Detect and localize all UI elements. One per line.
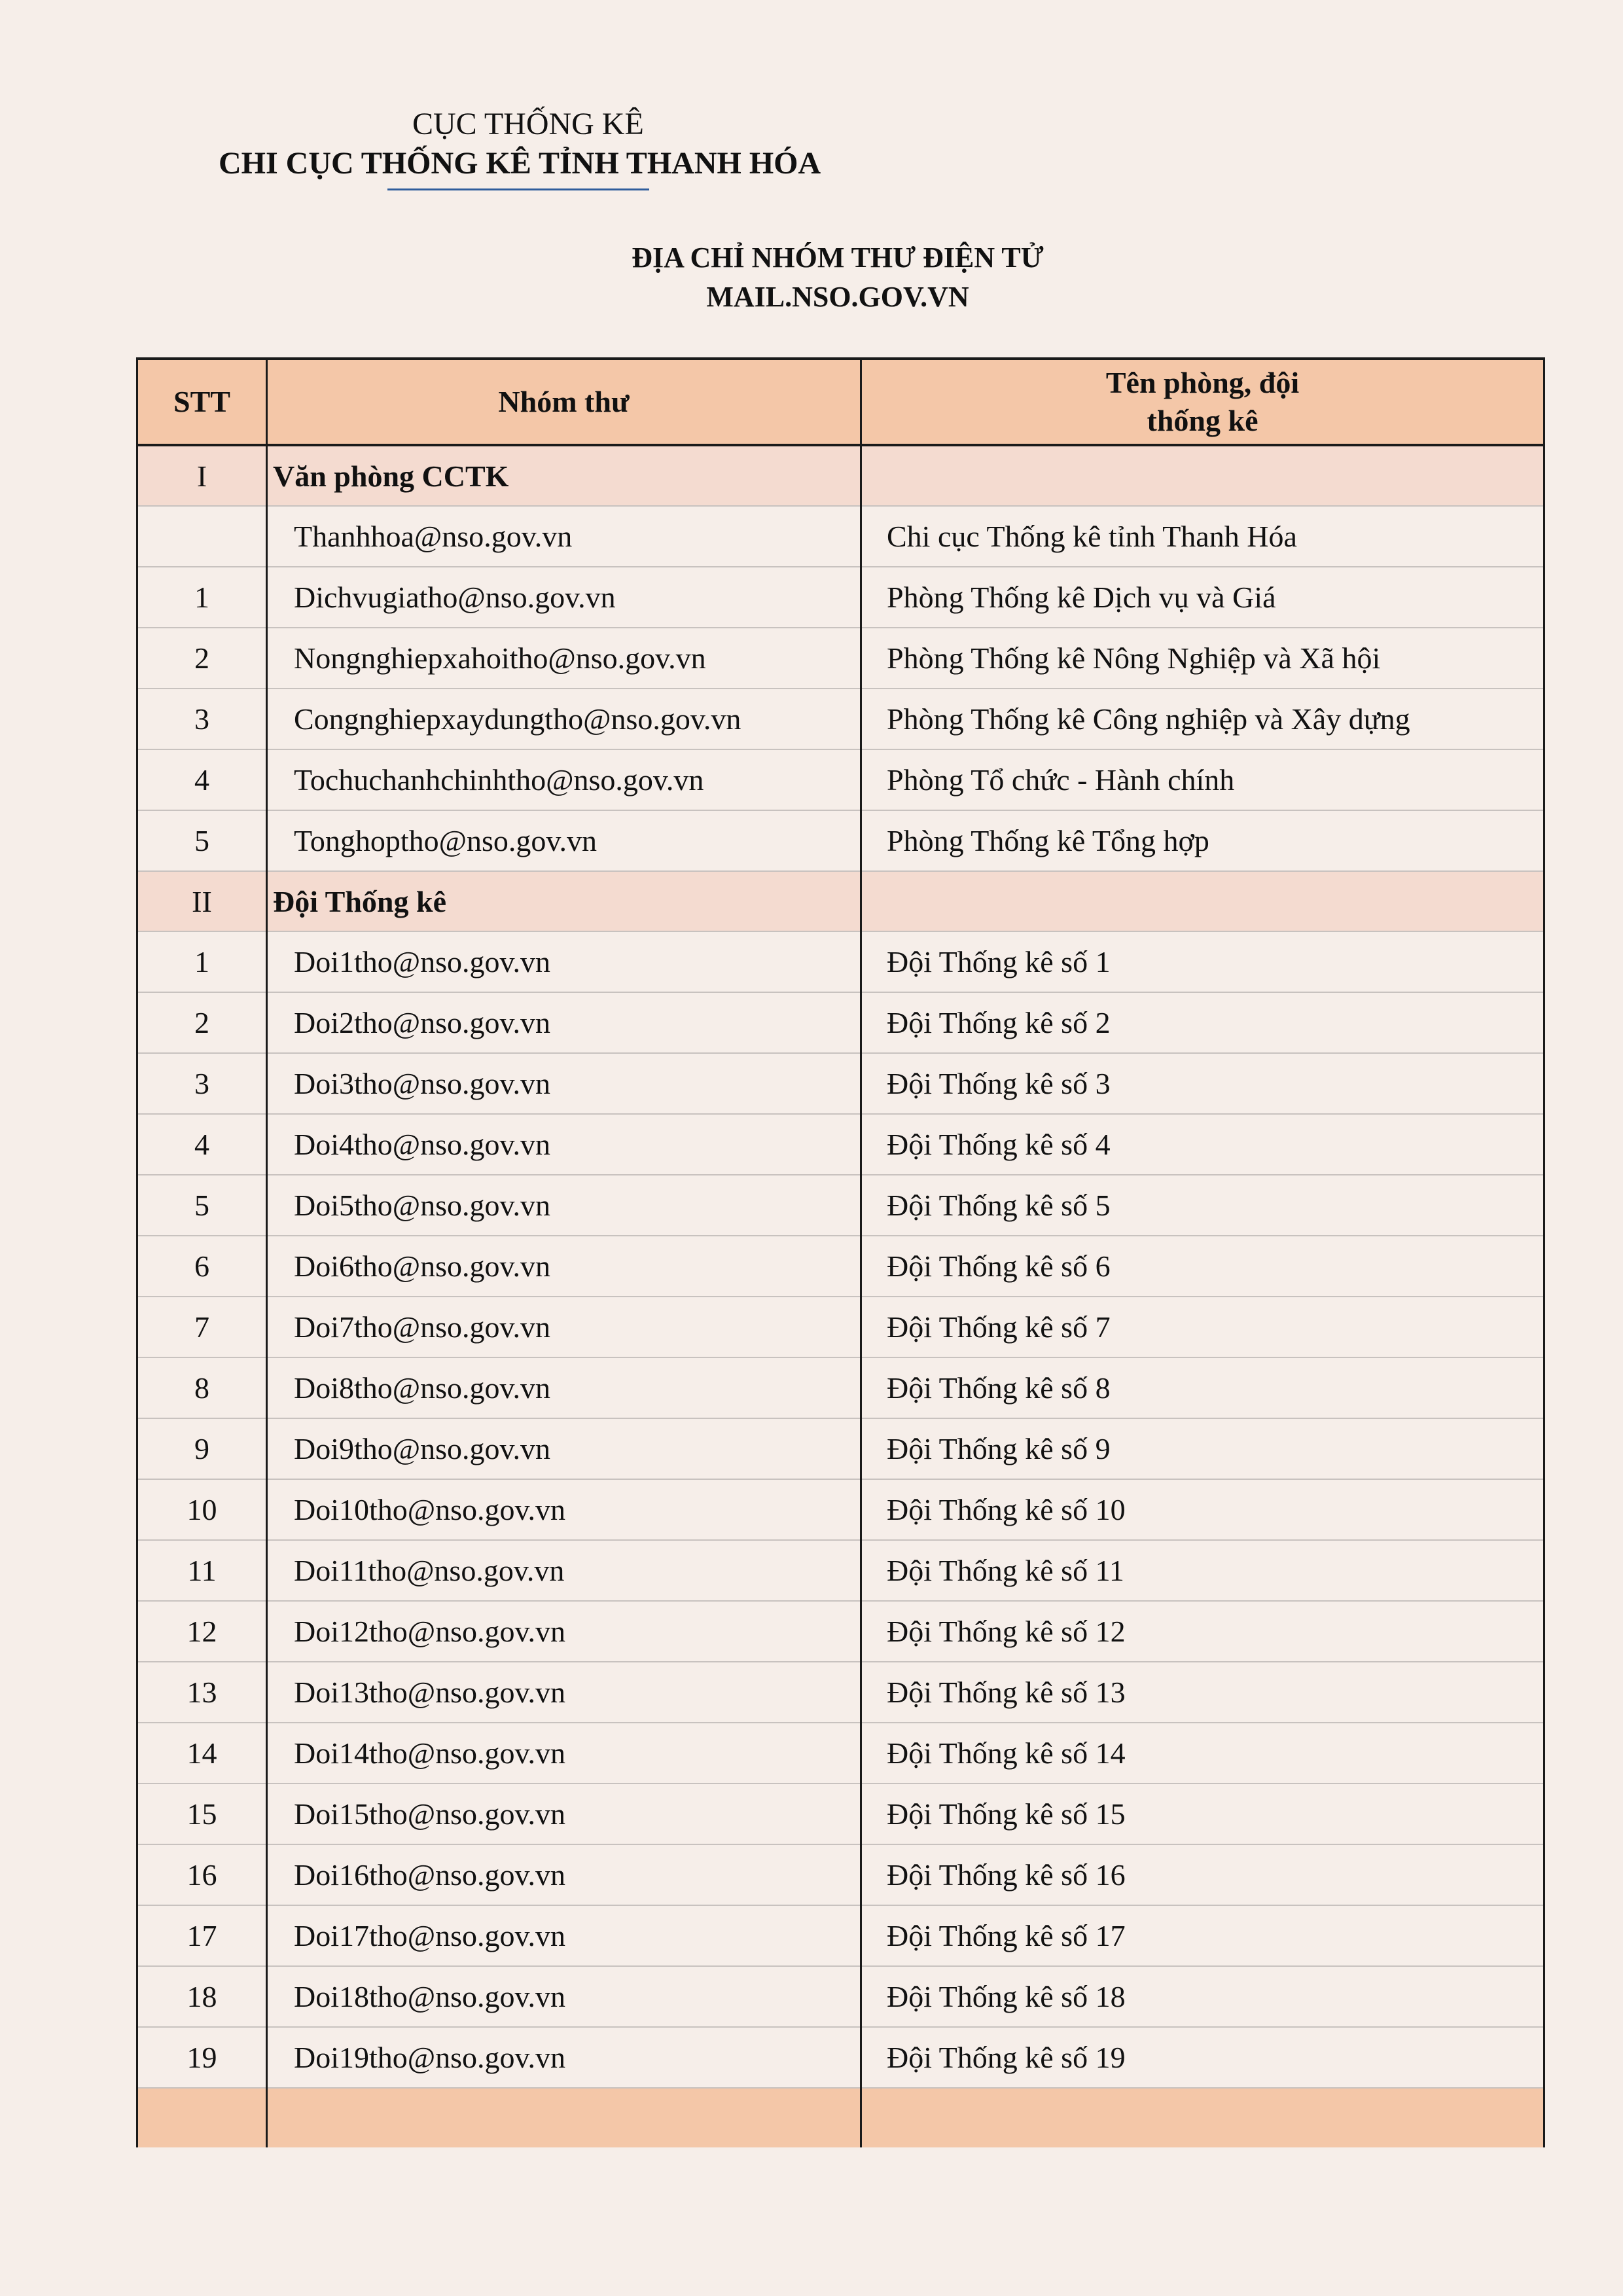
department-name: Đội Thống kê số 3 [861,1053,1544,1114]
department-name: Phòng Thống kê Nông Nghiệp và Xã hội [861,628,1544,689]
table-row [137,1236,1544,1297]
column-header-dept-line2: thống kê [1147,404,1258,437]
table-row [137,1053,1544,1114]
email-address[interactable]: Doi2tho@nso.gov.vn [267,992,861,1053]
email-address[interactable]: Dichvugiatho@nso.gov.vn [267,567,861,628]
email-address[interactable]: Doi13tho@nso.gov.vn [267,1662,861,1723]
table-row [137,1601,1544,1662]
column-header-dept-line1: Tên phòng, đội [1105,366,1300,399]
document-title: ĐỊA CHỈ NHÓM THƯ ĐIỆN TỬ [632,242,1044,274]
section-number: II [137,871,267,931]
department-name: Đội Thống kê số 12 [861,1601,1544,1662]
section-row [137,871,1544,931]
table-footer-row [137,2088,1544,2147]
table-row [137,810,1544,871]
section-number: I [137,445,267,506]
department-name: Đội Thống kê số 8 [861,1357,1544,1418]
table-row [137,1844,1544,1905]
table-row [137,1966,1544,2027]
department-name: Đội Thống kê số 15 [861,1784,1544,1844]
agency-name: CỤC THỐNG KÊ [412,107,644,141]
email-address[interactable]: Doi14tho@nso.gov.vn [267,1723,861,1784]
table-row [137,1175,1544,1236]
email-group-table [136,357,1545,2147]
row-number: 18 [137,1966,267,2027]
table-body [137,445,1544,2088]
email-address[interactable]: Tochuchanhchinhtho@nso.gov.vn [267,749,861,810]
department-name: Đội Thống kê số 5 [861,1175,1544,1236]
row-number: 1 [137,931,267,992]
department-name: Đội Thống kê số 4 [861,1114,1544,1175]
email-address[interactable]: Doi3tho@nso.gov.vn [267,1053,861,1114]
email-address[interactable]: Doi10tho@nso.gov.vn [267,1479,861,1540]
row-number: 12 [137,1601,267,1662]
footer-cell [137,2088,267,2147]
row-number: 1 [137,567,267,628]
table-row [137,1297,1544,1357]
row-number: 3 [137,1053,267,1114]
table-header-row [137,359,1544,445]
row-number: 5 [137,810,267,871]
table-row [137,1357,1544,1418]
department-name: Đội Thống kê số 6 [861,1236,1544,1297]
row-number: 10 [137,1479,267,1540]
email-address[interactable]: Doi17tho@nso.gov.vn [267,1905,861,1966]
email-address[interactable]: Nongnghiepxahoitho@nso.gov.vn [267,628,861,689]
email-address[interactable]: Doi12tho@nso.gov.vn [267,1601,861,1662]
row-number: 9 [137,1418,267,1479]
column-header-group: Nhóm thư [267,359,861,445]
department-name: Đội Thống kê số 19 [861,2027,1544,2088]
table-row [137,1905,1544,1966]
department-name: Đội Thống kê số 18 [861,1966,1544,2027]
section-empty-cell [861,871,1544,931]
document-subtitle: MAIL.NSO.GOV.VN [706,281,969,313]
department-name: Chi cục Thống kê tỉnh Thanh Hóa [861,506,1544,567]
row-number: 2 [137,628,267,689]
footer-cell [861,2088,1544,2147]
row-number: 6 [137,1236,267,1297]
row-number [137,506,267,567]
header-underline [387,188,649,190]
department-name: Đội Thống kê số 11 [861,1540,1544,1601]
department-name: Đội Thống kê số 2 [861,992,1544,1053]
email-address[interactable]: Doi18tho@nso.gov.vn [267,1966,861,2027]
column-header-dept [861,359,1544,445]
email-address[interactable]: Doi6tho@nso.gov.vn [267,1236,861,1297]
row-number: 8 [137,1357,267,1418]
email-address[interactable]: Thanhhoa@nso.gov.vn [267,506,861,567]
email-address[interactable]: Doi4tho@nso.gov.vn [267,1114,861,1175]
row-number: 7 [137,1297,267,1357]
email-address[interactable]: Doi5tho@nso.gov.vn [267,1175,861,1236]
row-number: 3 [137,689,267,749]
table-row [137,1540,1544,1601]
department-name: Đội Thống kê số 9 [861,1418,1544,1479]
email-address[interactable]: Doi1tho@nso.gov.vn [267,931,861,992]
department-name: Phòng Thống kê Dịch vụ và Giá [861,567,1544,628]
email-address[interactable]: Congnghiepxaydungtho@nso.gov.vn [267,689,861,749]
table-row [137,931,1544,992]
table-row [137,506,1544,567]
table-row [137,1114,1544,1175]
email-address[interactable]: Doi8tho@nso.gov.vn [267,1357,861,1418]
email-address[interactable]: Doi11tho@nso.gov.vn [267,1540,861,1601]
email-address[interactable]: Doi9tho@nso.gov.vn [267,1418,861,1479]
table-row [137,1662,1544,1723]
row-number: 19 [137,2027,267,2088]
section-empty-cell [861,445,1544,506]
department-name: Đội Thống kê số 17 [861,1905,1544,1966]
table-row [137,749,1544,810]
table-row [137,1418,1544,1479]
department-name: Đội Thống kê số 16 [861,1844,1544,1905]
table-row [137,992,1544,1053]
row-number: 4 [137,749,267,810]
section-row [137,445,1544,506]
table-row [137,689,1544,749]
row-number: 16 [137,1844,267,1905]
branch-name: CHI CỤC THỐNG KÊ TỈNH THANH HÓA [219,146,821,181]
department-name: Đội Thống kê số 14 [861,1723,1544,1784]
email-address[interactable]: Doi16tho@nso.gov.vn [267,1844,861,1905]
table-row [137,1479,1544,1540]
table-row [137,567,1544,628]
row-number: 5 [137,1175,267,1236]
table-row [137,1784,1544,1844]
table-row [137,2027,1544,2088]
row-number: 15 [137,1784,267,1844]
department-name: Phòng Thống kê Công nghiệp và Xây dựng [861,689,1544,749]
department-name: Đội Thống kê số 10 [861,1479,1544,1540]
email-address[interactable]: Doi15tho@nso.gov.vn [267,1784,861,1844]
row-number: 14 [137,1723,267,1784]
row-number: 2 [137,992,267,1053]
department-name: Phòng Thống kê Tổng hợp [861,810,1544,871]
email-address[interactable]: Doi7tho@nso.gov.vn [267,1297,861,1357]
column-header-stt: STT [137,359,267,445]
section-title: Văn phòng CCTK [267,445,861,506]
row-number: 11 [137,1540,267,1601]
department-name: Đội Thống kê số 13 [861,1662,1544,1723]
row-number: 13 [137,1662,267,1723]
row-number: 17 [137,1905,267,1966]
footer-cell [267,2088,861,2147]
department-name: Phòng Tổ chức - Hành chính [861,749,1544,810]
table-row [137,628,1544,689]
row-number: 4 [137,1114,267,1175]
table-row [137,1723,1544,1784]
department-name: Đội Thống kê số 7 [861,1297,1544,1357]
email-address[interactable]: Doi19tho@nso.gov.vn [267,2027,861,2088]
section-title: Đội Thống kê [267,871,861,931]
email-address[interactable]: Tonghoptho@nso.gov.vn [267,810,861,871]
department-name: Đội Thống kê số 1 [861,931,1544,992]
